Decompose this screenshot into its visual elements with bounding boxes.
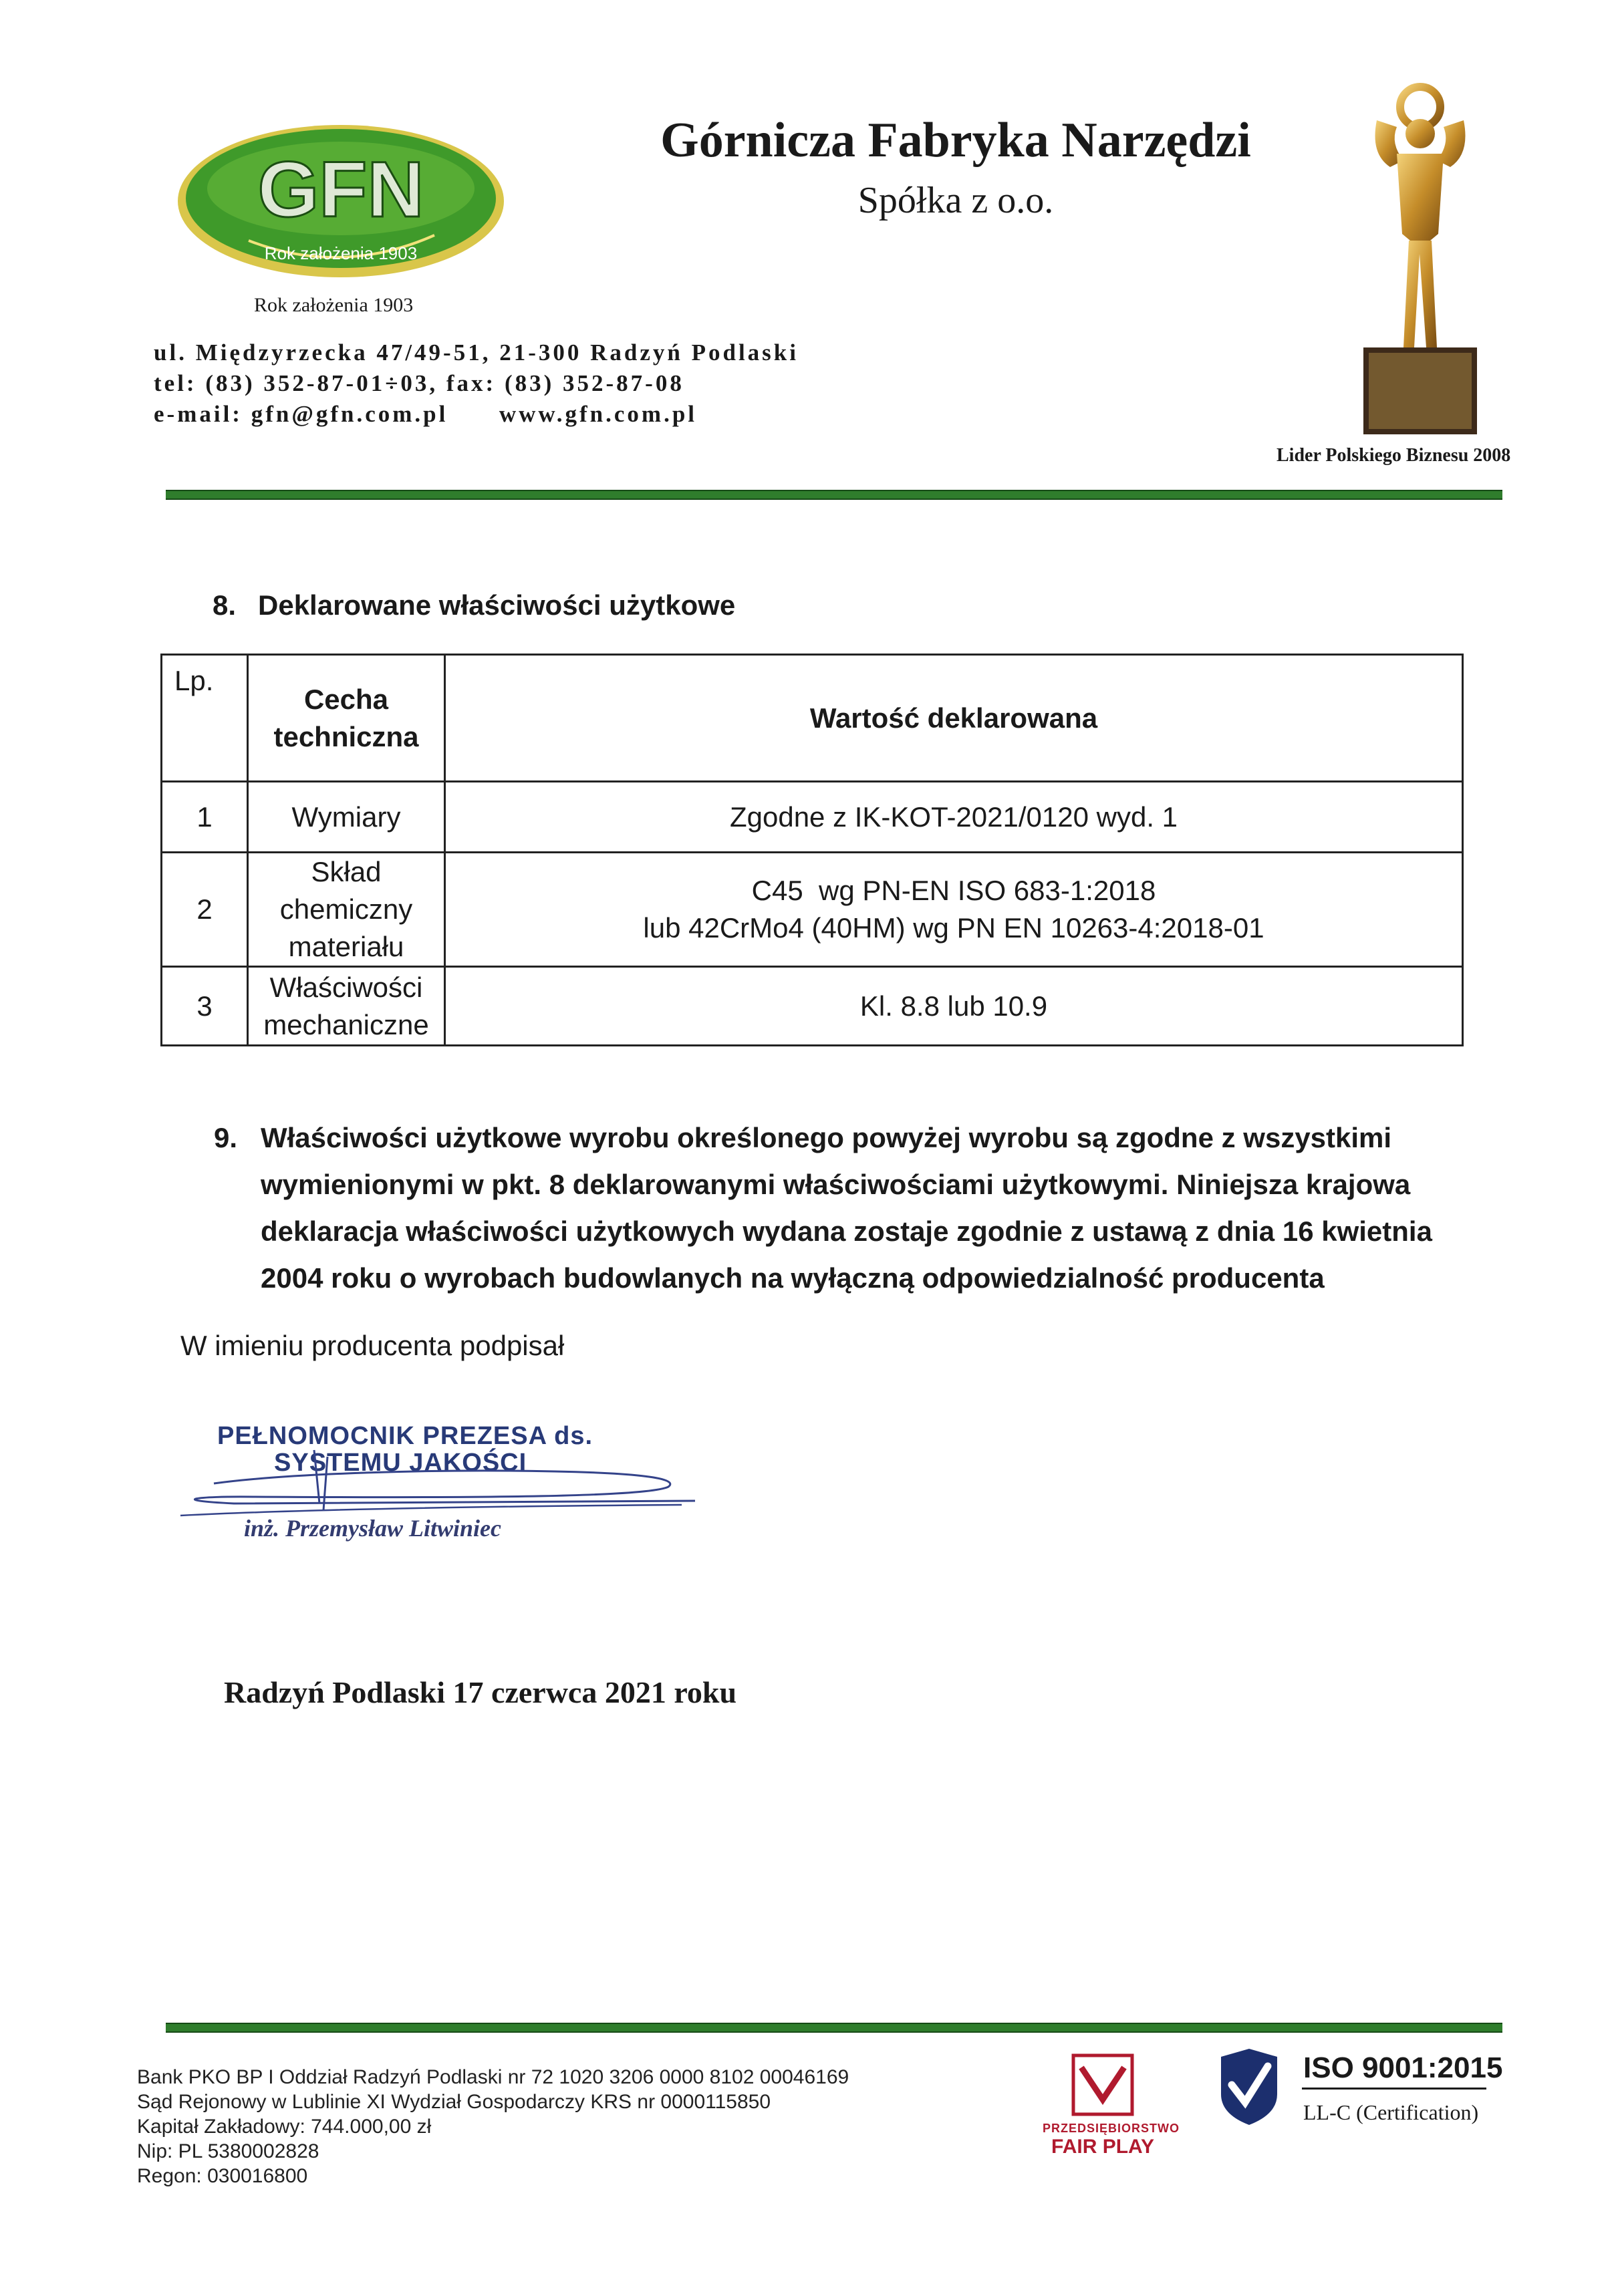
header-lp: Lp. bbox=[162, 655, 248, 782]
signed-by-label: W imieniu producenta podpisał bbox=[180, 1330, 565, 1361]
address-line: ul. Międzyrzecka 47/49-51, 21-300 Radzyń Podlaski bbox=[154, 339, 799, 366]
cell-lp: 2 bbox=[162, 853, 248, 967]
svg-text:Rok założenia 1903: Rok założenia 1903 bbox=[264, 243, 418, 263]
court-registry: Sąd Rejonowy w Lublinie XI Wydział Gospodarczy KRS nr 0000115850 bbox=[137, 2091, 771, 2113]
cell-feature: Wymiary bbox=[248, 782, 445, 853]
cell-value: Zgodne z IK-KOT-2021/0120 wyd. 1 bbox=[445, 782, 1463, 853]
section-8-heading bbox=[213, 589, 735, 621]
email-line: e-mail: gfn@gfn.com.pl www.gfn.com.pl bbox=[154, 401, 698, 427]
table-row bbox=[162, 853, 1463, 967]
share-capital: Kapitał Zakładowy: 744.000,00 zł bbox=[137, 2116, 432, 2138]
cell-feature: Skład chemiczny materiału bbox=[248, 853, 445, 967]
table-row bbox=[162, 782, 1463, 853]
footer-divider bbox=[166, 2023, 1502, 2033]
gfn-logo-icon bbox=[175, 122, 507, 281]
cell-lp: 1 bbox=[162, 782, 248, 853]
award-caption: Lider Polskiego Biznesu 2008 bbox=[1277, 445, 1511, 466]
company-name: Górnicza Fabryka Narzędzi bbox=[660, 113, 1251, 168]
header-feature: Cecha techniczna bbox=[248, 655, 445, 782]
section-title: Deklarowane właściwości użytkowe bbox=[258, 589, 736, 621]
address-block bbox=[154, 337, 799, 430]
place-and-date: Radzyń Podlaski 17 czerwca 2021 roku bbox=[224, 1675, 737, 1709]
founded-note: Rok założenia 1903 bbox=[254, 294, 414, 316]
regon-number: Regon: 030016800 bbox=[137, 2165, 308, 2187]
stamp-title: PEŁNOMOCNIK PREZESA ds. bbox=[217, 1422, 593, 1450]
section-number: 8. bbox=[213, 589, 237, 621]
section-text: Właściwości użytkowe wyrobu określonego powyżej wyrobu są zgodne z wszystkimi wymienionymi w pkt. 8 deklarowanymi właściwościami użytkowymi. Niniejsza krajowa deklaracja właściwości użytkowych wydana zostaje zgodnie z ustawą z dnia 16 kwietnia 2004 roku o wyrobach budowlanych na wyłączną odpowiedzialność producenta bbox=[261, 1122, 1432, 1294]
iso-certificate-title: ISO 9001:2015 bbox=[1303, 2051, 1503, 2084]
fair-play-icon bbox=[1071, 2053, 1135, 2117]
bank-account: Bank PKO BP I Oddział Radzyń Podlaski nr 72 1020 3206 0000 8102 00046169 bbox=[137, 2066, 849, 2088]
section-9-paragraph bbox=[214, 1115, 1470, 1302]
stamp-subtitle: SYSTEMU JAKOŚCI bbox=[274, 1449, 527, 1477]
svg-text:GFN: GFN bbox=[257, 146, 424, 234]
cell-value: Kl. 8.8 lub 10.9 bbox=[445, 967, 1463, 1046]
cell-value: C45 wg PN-EN ISO 683-1:2018 lub 42CrMo4 (40HM) wg PN EN 10263-4:2018-01 bbox=[445, 853, 1463, 967]
phone-line: tel: (83) 352-87-01÷03, fax: (83) 352-87-08 bbox=[154, 370, 684, 396]
nip-number: Nip: PL 5380002828 bbox=[137, 2140, 319, 2162]
header-value: Wartość deklarowana bbox=[445, 655, 1463, 782]
table-header-row bbox=[162, 655, 1463, 782]
company-subtitle: Spółka z o.o. bbox=[857, 180, 1054, 221]
section-number: 9. bbox=[214, 1122, 238, 1153]
declared-properties-table bbox=[160, 654, 1464, 1046]
iso-certifier: LL-C (Certification) bbox=[1303, 2100, 1479, 2124]
table-row bbox=[162, 967, 1463, 1046]
cell-lp: 3 bbox=[162, 967, 248, 1046]
iso-check-icon bbox=[1218, 2047, 1280, 2126]
trophy-icon bbox=[1350, 80, 1490, 441]
company-registration-info bbox=[137, 2065, 849, 2188]
signer-name: inż. Przemysław Litwiniec bbox=[244, 1515, 502, 1542]
header-divider bbox=[166, 490, 1502, 500]
signature-icon bbox=[154, 1437, 702, 1524]
fair-play-caption: PRZEDSIĘBIORSTWO FAIR PLAY bbox=[1043, 2122, 1180, 2158]
iso-divider bbox=[1302, 2088, 1486, 2090]
cell-feature: Właściwości mechaniczne bbox=[248, 967, 445, 1046]
